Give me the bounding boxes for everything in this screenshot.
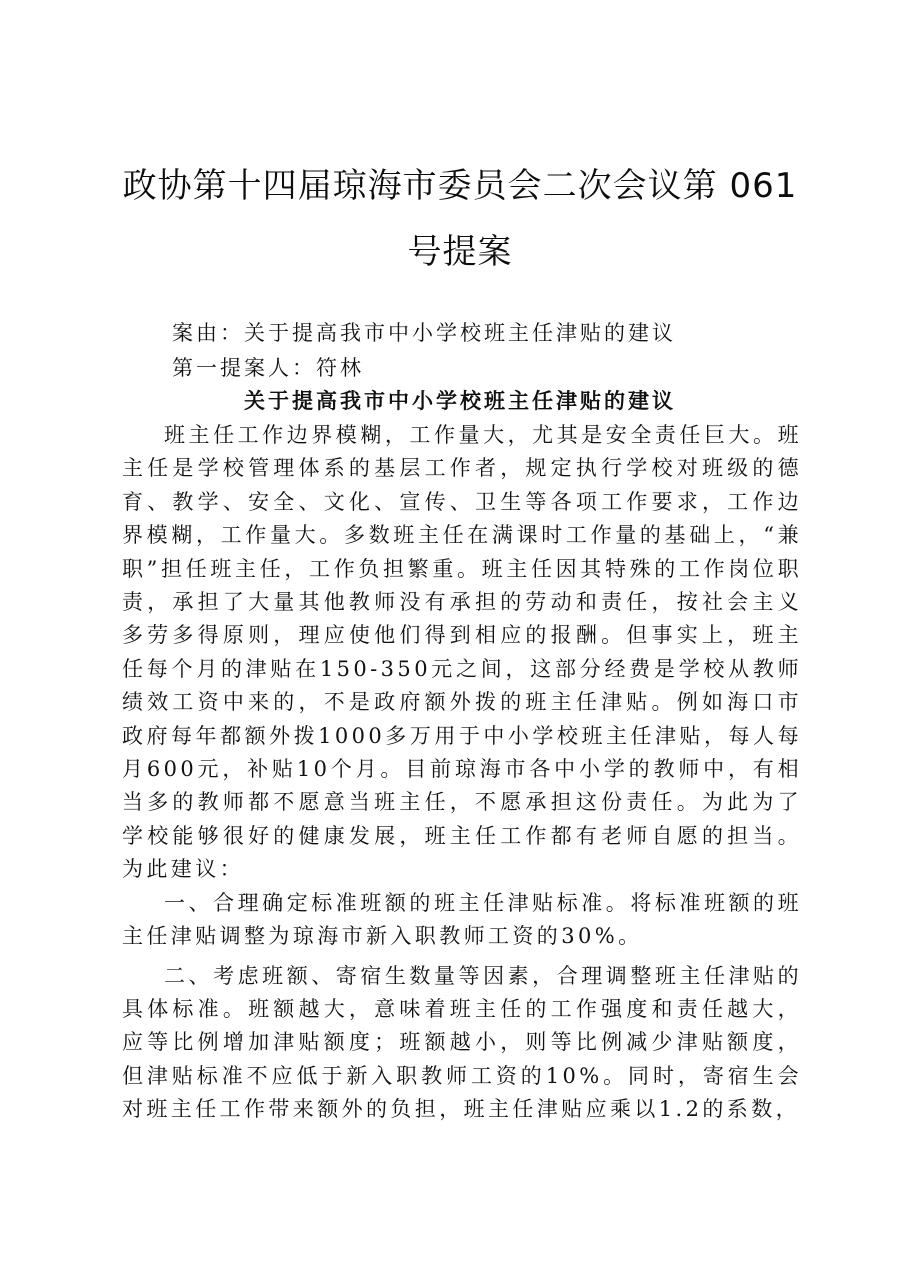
- proposal-heading: 关于提高我市中小学校班主任津贴的建议: [244, 388, 676, 413]
- proposal-body: [122, 419, 802, 1127]
- body-paragraph-3: 二、考虑班额、寄宿生数量等因素，合理调整班主任津贴的具体标准。班额越大，意味着班主任的工作强度和责任越大，应等比例增加津贴额度；班额越小，则等比例减少津贴额度，但津贴标准不应低于新入职教师工资的10%。同时，寄宿生会对班主任工作带来额外的负担，班主任津贴应乘以1.2的系数，: [122, 963, 802, 1122]
- body-paragraph-1: 班主任工作边界模糊，工作量大，尤其是安全责任巨大。班主任是学校管理体系的基层工作者，规定执行学校对班级的德育、教学、安全、文化、宣传、卫生等各项工作要求，工作边界模糊，工作量大。多数班主任在满课时工作量的基础上，“兼职”担任班主任，工作负担繁重。班主任因其特殊的工作岗位职责，承担了大量其他教师没有承担的劳动和责任，按社会主义多劳多得原则，理应使他们得到相应的报酬。但事实上，班主任每个月的津贴在150-350元之间，这部分经费是学校从教师绩效工资中来的，不是政府额外拨的班主任津贴。例如海口市政府每年都额外拨1000多万用于中小学校班主任津贴，每人每月600元，补贴10个月。目前琼海市各中小学的教师中，有相当多的教师都不愿意当班主任，不愿承担这份责任。为此为了学校能够很好的健康发展，班主任工作都有老师自愿的担当。为此建议：: [122, 423, 802, 882]
- body-paragraph-2: 一、合理确定标准班额的班主任津贴标准。将标准班额的班主任津贴调整为琼海市新入职教师工资的30%。: [122, 890, 802, 949]
- first-proposer: 第一提案人：符林: [172, 356, 364, 380]
- document-title-line-1: 政协第十四届琼海市委员会二次会议第 061: [122, 166, 798, 206]
- document-title-line-2: 号提案: [407, 232, 513, 272]
- proposal-reason: 案由：关于提高我市中小学校班主任津贴的建议: [172, 321, 676, 345]
